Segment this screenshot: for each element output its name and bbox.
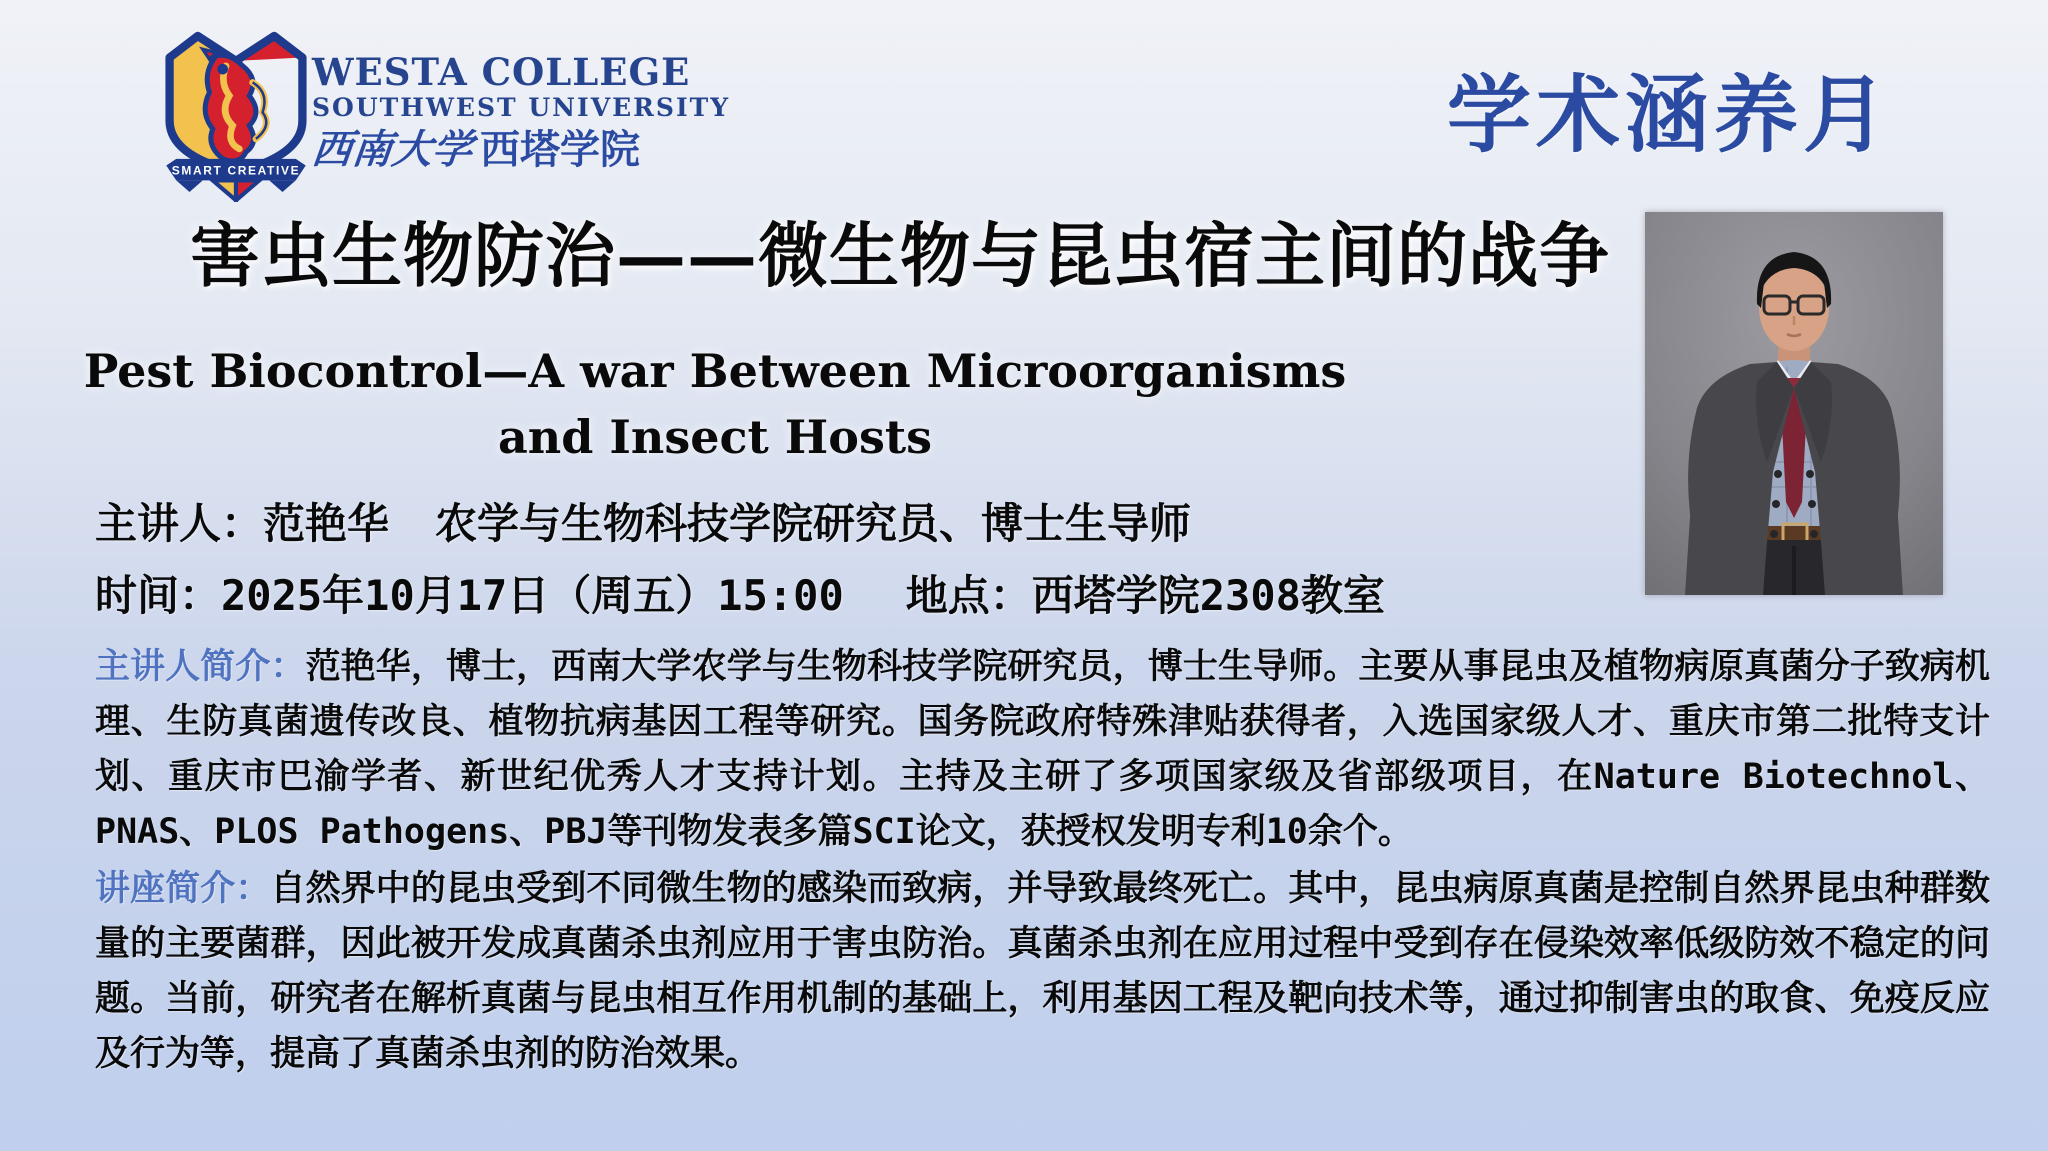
lecture-intro-paragraph [95, 862, 1990, 1082]
college-name-en: WESTA COLLEGE [312, 50, 691, 94]
university-name-zh: 西南大学 [309, 128, 475, 172]
lecture-title-en-line2: and Insect Hosts [497, 410, 932, 464]
time-label: 时间： [95, 571, 222, 620]
place-label: 地点： [905, 571, 1032, 620]
lecture-title-en-line1: Pest Biocontrol—A war Between Microorganisms [83, 344, 1347, 398]
brand-name-zh [309, 124, 730, 176]
place-value: 西塔学院2308教室 [1031, 571, 1385, 620]
crest-banner [166, 159, 305, 181]
speaker-label: 主讲人： [95, 499, 264, 548]
lecture-intro-label: 讲座简介： [95, 869, 271, 909]
speaker-photo [1645, 212, 1943, 595]
lecture-title-en [0, 338, 1430, 470]
speaker-bio-label: 主讲人简介： [95, 647, 306, 687]
college-name-zh: 西塔学院 [480, 128, 640, 172]
university-name-en: SOUTHWEST UNIVERSITY [312, 93, 731, 122]
lion-emblem [203, 49, 267, 161]
time-value: 2025年10月17日（周五）15:00 [221, 571, 844, 620]
event-badge: 学术涵养月 [1446, 65, 1892, 164]
lecture-details [95, 488, 1385, 632]
brand-text-block [309, 50, 731, 176]
speaker-title: 农学与生物科技学院研究员、博士生导师 [435, 499, 1192, 548]
lecture-intro-text: 自然界中的昆虫受到不同微生物的感染而致病，并导致最终死亡。其中，昆虫病原真菌是控制自然界昆虫种群数量的主要菌群，因此被开发成真菌杀虫剂应用于害虫防治。真菌杀虫剂在应用过程中受到存在侵染效率低级防效不稳定的问题。当前，研究者在解析真菌与昆虫相互作用机制的基础上，利用基因工程及靶向技术等，通过抑制害虫的取食、免疫反应及行为等，提高了真菌杀虫剂的防治效果。 [95, 869, 1990, 1074]
lecture-title-zh: 害虫生物防治——微生物与昆虫宿主间的战争 [190, 214, 1610, 297]
speaker-bio-text: 范艳华，博士，西南大学农学与生物科技学院研究员，博士生导师。主要从事昆虫及植物病原真菌分子致病机理、生防真菌遗传改良、植物抗病基因工程等研究。国务院政府特殊津贴获得者，入选国家级人才、重庆市第二批特支计划、重庆市巴渝学者、新世纪优秀人才支持计划。主持及主研了多项国家级及省部级项目，在Nature Biotechnol、PNAS、PLOS Pathogens、PBJ等刊物发表多篇SCI论文，获授权发明专利10余个。 [95, 647, 1990, 852]
time-place-line [95, 560, 1385, 632]
speaker-line [95, 488, 1385, 560]
university-crest-logo [148, 26, 324, 202]
speaker-bio-paragraph [95, 640, 1990, 860]
crest-banner-label: SMART CREATIVE [171, 163, 301, 178]
speaker-name: 范艳华 [263, 499, 390, 548]
